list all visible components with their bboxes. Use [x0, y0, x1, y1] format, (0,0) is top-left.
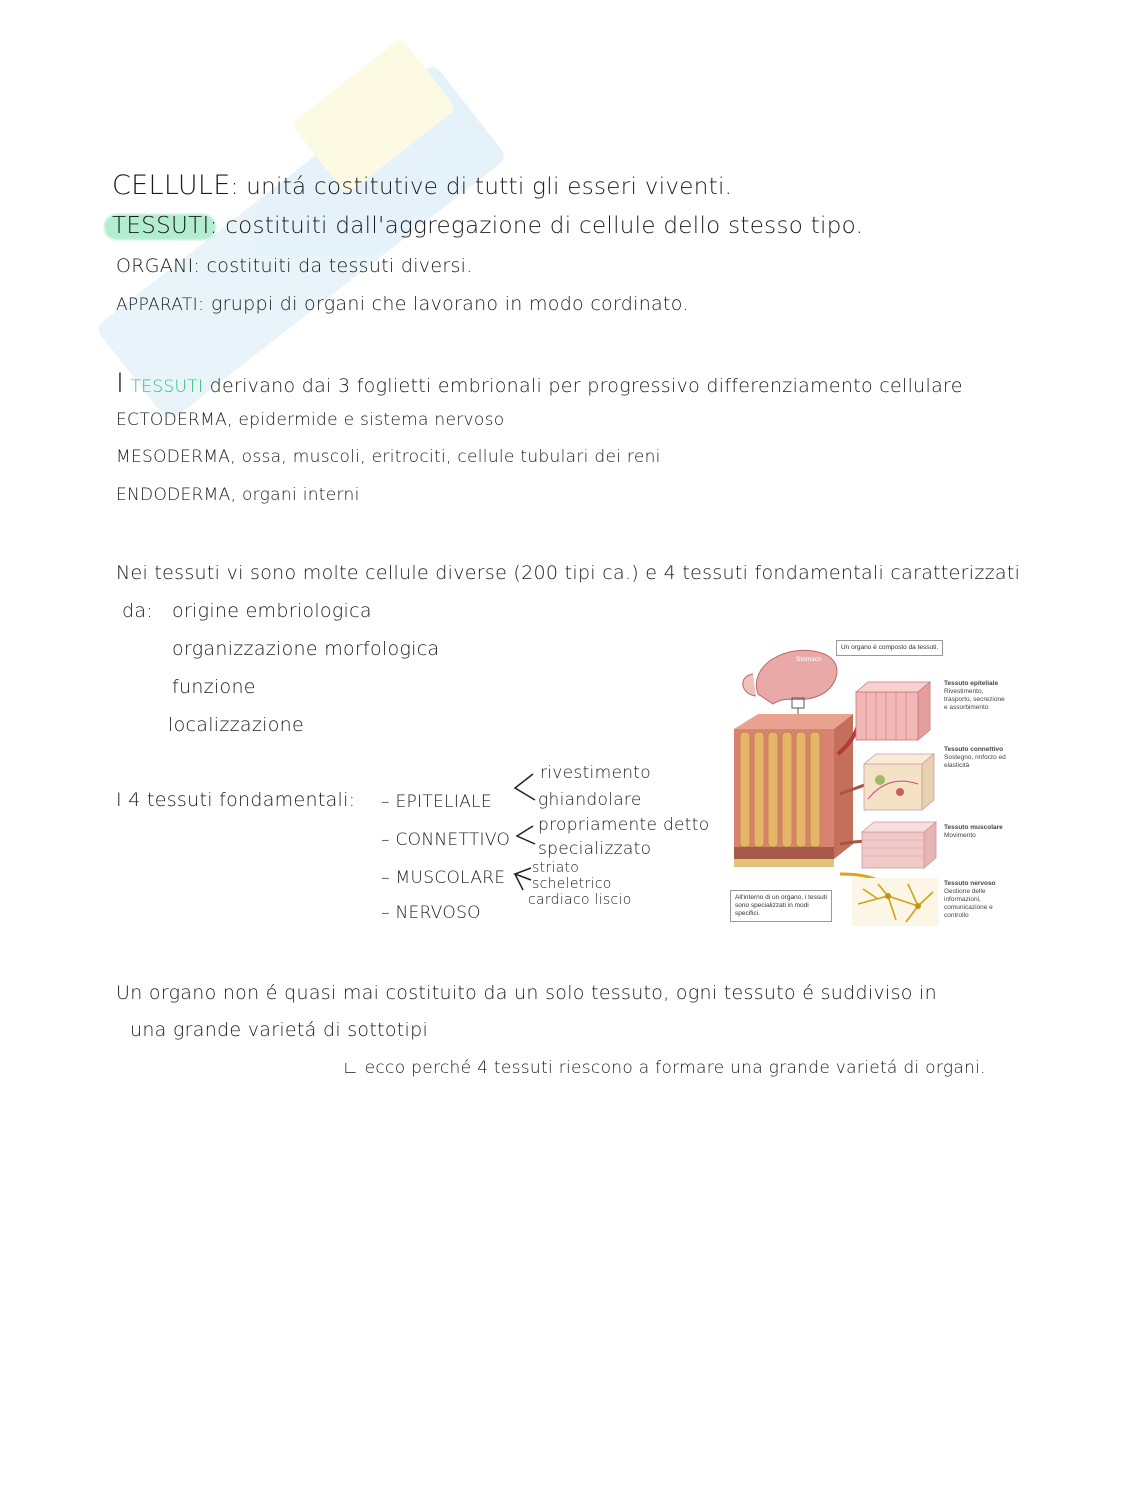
- figure-panel-connettivo: [944, 746, 1006, 770]
- derivano-text: derivano dai 3 foglietti embrionali per progressivo differenziamento cellulare: [209, 375, 963, 397]
- panel-connettivo-title: Tessuto connettivo: [944, 746, 1004, 753]
- line-derivano: [116, 368, 963, 399]
- line-organo-3: [342, 1058, 986, 1078]
- line-mesoderma: MESODERMA, ossa, muscoli, eritrociti, cellule tubulari dei reni: [116, 447, 661, 467]
- panel-nervoso-desc: Gestione delle informazioni, comunicazione e controllo: [944, 888, 993, 919]
- line-nei-tessuti: Nei tessuti vi sono molte cellule diverse (200 tipi ca.) e 4 tessuti fondamentali caratterizzati: [116, 562, 1021, 584]
- sub-ghiandolare: ghiandolare: [538, 790, 642, 810]
- criterion-2: organizzazione morfologica: [172, 638, 440, 660]
- sub-specializzato: specializzato: [538, 839, 652, 859]
- line-da: da:: [122, 600, 154, 622]
- tissue-epiteliale-label: EPITELIALE: [395, 792, 492, 812]
- criterion-1: origine embriologica: [172, 600, 372, 622]
- sub-cardiaco: cardiaco liscio: [528, 892, 632, 908]
- tissue-muscolare: – MUSCOLARE: [381, 868, 506, 888]
- def-apparati: : gruppi di organi che lavorano in modo cordinato.: [197, 293, 689, 315]
- figure-callout-top: Un organo è composto da tessuti.: [836, 640, 943, 656]
- term-tessuti: TESSUTI: [112, 213, 210, 239]
- def-tessuti: : costituiti dall'aggregazione di cellule dello stesso tipo.: [209, 213, 864, 239]
- line-organi: [116, 255, 473, 277]
- line-endoderma: ENDODERMA, organi interni: [116, 485, 360, 505]
- criterion-4: localizzazione: [168, 714, 304, 736]
- criterion-3: funzione: [172, 676, 256, 698]
- tissue-muscolare-label: MUSCOLARE: [395, 868, 506, 888]
- panel-connettivo-desc: Sostegno, rinforzo ed elasticità: [944, 754, 1006, 769]
- def-organi: : costituiti da tessuti diversi.: [193, 255, 473, 277]
- panel-muscolare-title: Tessuto muscolare: [944, 824, 1003, 831]
- organ-tissue-figure: [728, 634, 1028, 934]
- panel-epiteliale-desc: Rivestimento, trasporto, secrezione e assorbimento: [944, 688, 1005, 711]
- line-organo-3-text: ecco perché 4 tessuti riescono a formare una grande varietá di organi.: [364, 1058, 986, 1078]
- line-cellule: [112, 170, 732, 201]
- tissue-connettivo-label: CONNETTIVO: [395, 830, 511, 850]
- term-apparati: APPARATI: [116, 295, 198, 315]
- line-apparati: [116, 293, 689, 315]
- figure-stomach-label: Stomaco: [796, 656, 822, 663]
- sub-scheletrico: scheletrico: [532, 876, 612, 892]
- line-organo-2: una grande varietá di sottotipi: [130, 1019, 429, 1041]
- figure-panel-muscolare: [944, 824, 1003, 840]
- panel-muscolare-desc: Movimento: [944, 832, 976, 839]
- term-cellule: CELLULE: [112, 170, 231, 201]
- figure-panel-nervoso: [944, 880, 1008, 920]
- panel-epiteliale-title: Tessuto epiteliale: [944, 680, 999, 687]
- sub-striato: striato: [532, 860, 580, 876]
- tissue-epiteliale: – EPITELIALE: [381, 792, 492, 812]
- tissue-connettivo: – CONNETTIVO: [381, 830, 511, 850]
- figure-panel-epiteliale: [944, 680, 1006, 712]
- tissue-nervoso: – NERVOSO: [381, 903, 481, 923]
- sub-rivestimento: rivestimento: [540, 763, 651, 783]
- def-cellule: : unitá costitutive di tutti gli esseri viventi.: [230, 174, 733, 200]
- line-organo-1: Un organo non é quasi mai costituito da un solo tessuto, ogni tessuto é suddiviso in: [116, 982, 937, 1004]
- line-tessuti: [112, 213, 863, 239]
- figure-callout-bottom: All'interno di un organo, i tessuti sono specializzati in modi specifici.: [730, 890, 832, 922]
- derivano-prefix: I: [116, 368, 125, 399]
- sub-propriamente: propriamente detto: [538, 815, 710, 835]
- arrow-mark-icon: ∟: [342, 1058, 365, 1078]
- line-ectoderma: ECTODERMA, epidermide e sistema nervoso: [116, 410, 505, 430]
- panel-nervoso-title: Tessuto nervoso: [944, 880, 996, 887]
- line-fondamentali: I 4 tessuti fondamentali:: [116, 789, 356, 811]
- tissue-nervoso-label: NERVOSO: [395, 903, 481, 923]
- derivano-term: TESSUTI: [130, 377, 204, 397]
- term-organi: ORGANI: [116, 255, 194, 277]
